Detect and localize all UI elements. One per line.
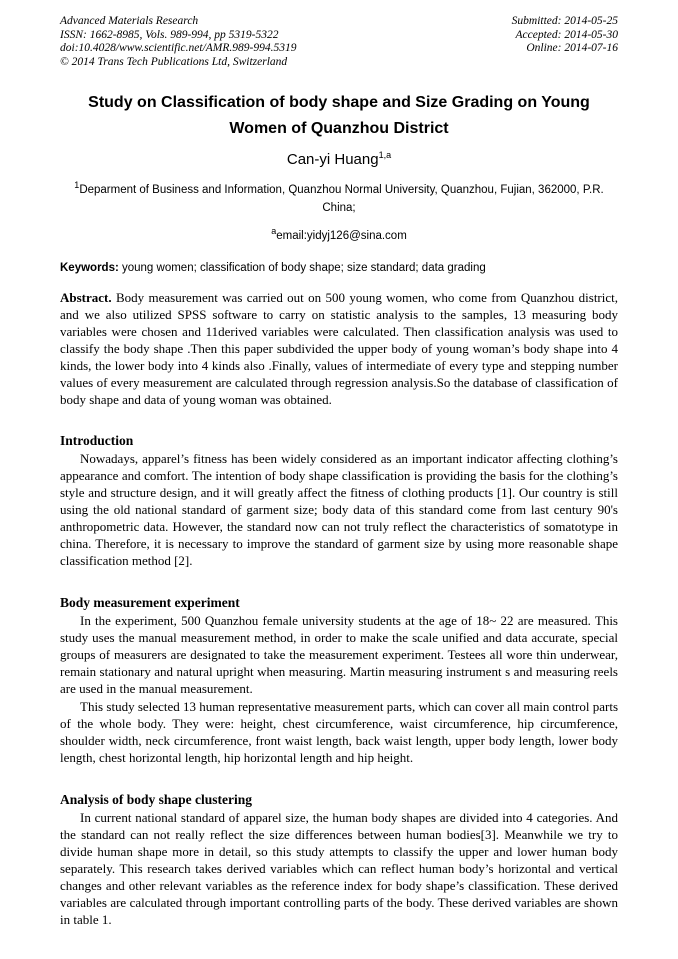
journal-issn-line: ISSN: 1662-8985, Vols. 989-994, pp 5319-5322 [60,28,279,41]
author-name: Can-yi Huang [286,151,379,168]
author-superscript: 1,a [378,150,392,160]
submitted-date: Submitted: 2014-05-25 [511,15,618,27]
abstract [60,289,618,408]
paragraph: In the experiment, 500 Quanzhou female university students at the age of 18~ 22 are measured. This study uses the manual measurement method, in order to make the scale unified and data accurate, special groups of measurers are designated to take the measurement experiment. Testees all wore thin underwear, remain stationary and natural upright when measuring. Martin measuring instrument s and measuring reels are used in the manual measurement. [60,613,618,696]
section-heading-introduction: Introduction [60,433,134,448]
keywords-text: young women; classification of body shape; size standard; data grading [122,262,486,274]
journal-copyright-line: © 2014 Trans Tech Publications Ltd, Switzerland [60,55,288,68]
affiliation-line [60,181,618,217]
paper-title: Study on Classification of body shape and Size Grading on Young Women of Quanzhou District [88,94,590,137]
paragraph: In current national standard of apparel size, the human body shapes are divided into 4 categories. And the standard can not really reflect the size differences between human bodies[3]. Meanwhile we try to divide human shape more in detail, so this study attempts to classify the upper and lower human body separately. This research takes derived variables which can reflect human body’s horizontal and vertical changes and other relevant variables as the reference index for body shape’s classification. These derived variables are calculated through important controlling parts of the body. These derived variables are shown in table 1. [60,810,618,927]
abstract-label: Abstract. [60,290,112,305]
accepted-date: Accepted: 2014-05-30 [515,28,618,41]
journal-doi-line: doi:10.4028/www.scientific.net/AMR.989-994.5319 [60,42,297,54]
journal-info [60,15,296,69]
email-text: email:yidyj126@sina.com [276,230,407,242]
paragraph: Nowadays, apparel’s fitness has been widely considered as an important indicator affecting clothing’s appearance and comfort. The intention of body shape classification is providing the basis for the clothing’s style and structure design, and it will greatly affect the fitness of clothing products [1]. Our country is still using the old national standard of garment size; body data of this standard come from last century 90's anthropometric data. However, the standard now can not truly reflect the characteristics of somatotype in china. Therefore, it is necessary to improve the standard of garment size by using more reasonable shape classification method [2]. [60,451,618,568]
journal-name: Advanced Materials Research [60,15,199,27]
section-heading-analysis-clustering: Analysis of body shape clustering [60,792,253,807]
paragraph: This study selected 13 human representative measurement parts, which can cover all main control parts of the whole body. They were: height, chest circumference, waist circumference, hip circumference, shoulder width, neck circumference, front waist length, back waist length, upper body length, lower body length, chest horizontal length, hip horizontal length and hip height. [60,699,618,765]
affiliation-text: Deparment of Business and Information, Quanzhou Normal University, Quanzhou, Fujian, 362000, P.R. China; [79,184,604,214]
affiliation-superscript: 1 [74,180,80,191]
journal-header [60,15,618,69]
online-date: Online: 2014-07-16 [526,42,618,54]
section-heading-body-measurement: Body measurement experiment [60,595,240,610]
email-line [60,228,618,244]
email-superscript: a [271,226,277,237]
abstract-text: Body measurement was carried out on 500 young women, who come from Quanzhou district, and we also utilized SPSS software to carry on statistic analysis to the samples, 13 measuring body variables were chosen and 11derived variables were calculated. Then classification analysis was used to classify the body shape .Then this paper subdivided the upper body of young woman’s body shape into 4 kinds, the lower body into 4 kinds also .Finally, values of intermediate of every type and stepping number values of every measurement are calculated through regression analysis.So the database of classification of body shape and data of young woman was obtained. [60,290,619,407]
keywords-label: Keywords: [60,262,119,274]
keywords-line [60,261,618,276]
author-line [60,150,618,170]
submission-dates [512,15,618,69]
